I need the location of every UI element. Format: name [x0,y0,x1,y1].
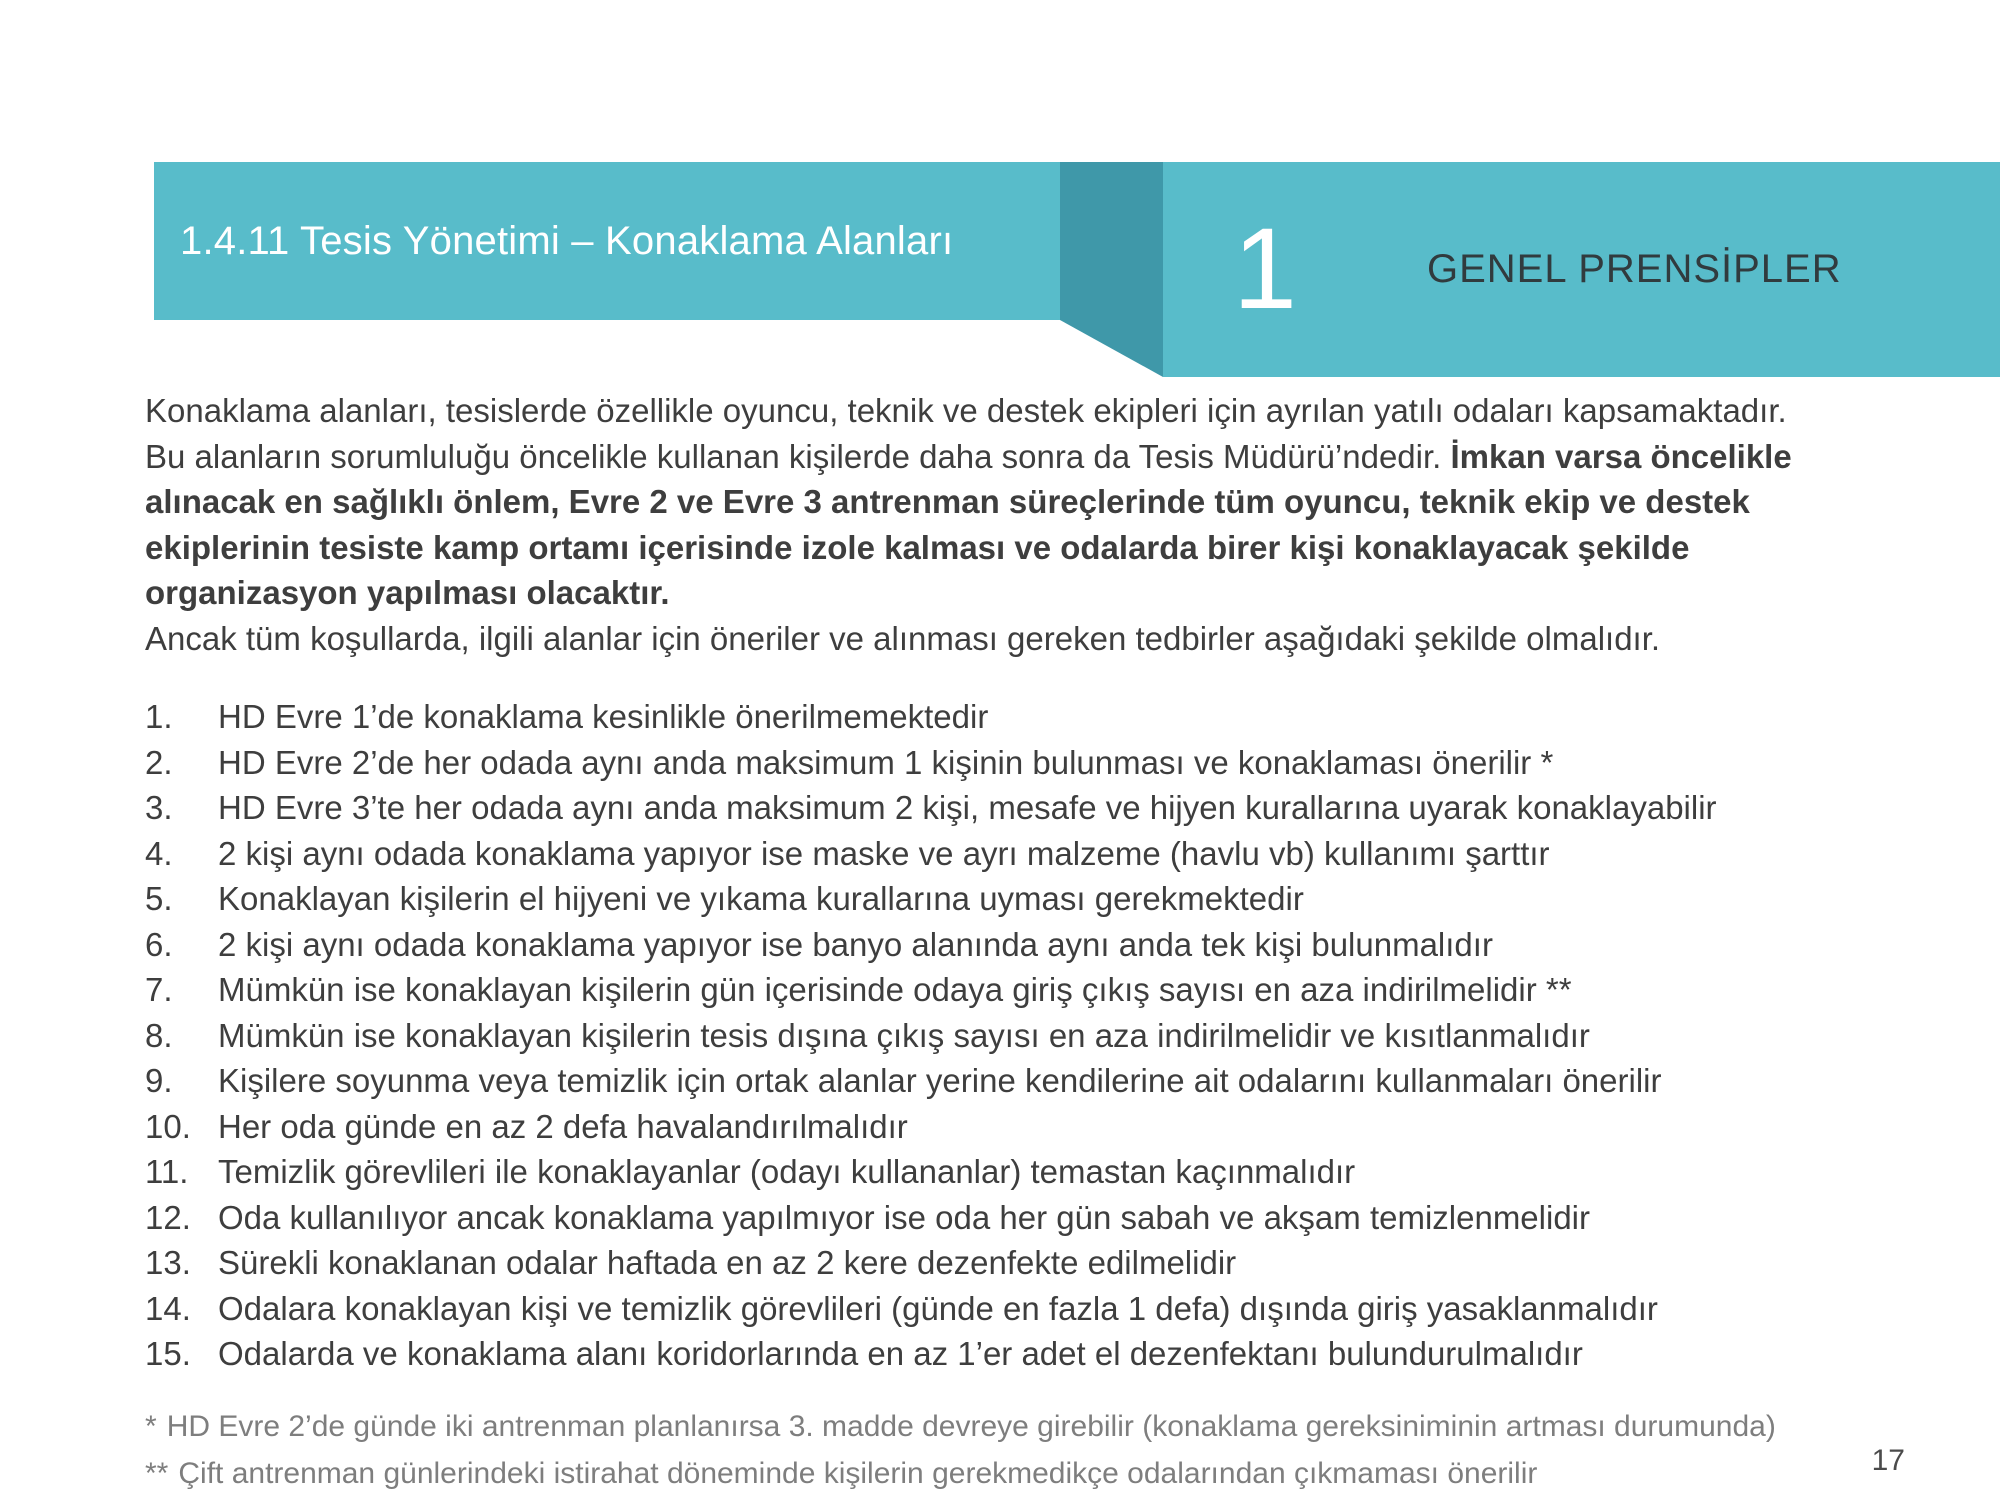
paragraph-segment: İmkan varsa öncelikle [1450,437,1792,475]
paragraph-segment: ekiplerinin tesiste kamp ortamı içerisinde izole kalması ve odalarda birer kişi konaklayacak şekilde [145,528,1690,566]
list-item-number: 7. [145,971,173,1008]
list-item [145,1104,1955,1150]
list-item [145,922,1955,968]
footnote [145,1403,1955,1450]
list-item-text: Temizlik görevlileri ile konaklayanlar (odayı kullananlar) temastan kaçınmalıdır [218,1153,1356,1190]
list-item [145,785,1955,831]
list-item-text: HD Evre 1’de konaklama kesinlikle önerilmemektedir [218,698,989,735]
paragraph-line [145,388,1955,434]
list-item [145,1286,1955,1332]
paragraph-line [145,434,1955,480]
list-item-text: Mümkün ise konaklayan kişilerin tesis dışına çıkış sayısı en aza indirilmelidir ve kısıtlanmalıdır [218,1016,1590,1054]
paragraph-line [145,525,1955,571]
paragraph-segment: organizasyon yapılması olacaktır. [145,574,670,611]
list-item [145,876,1955,922]
list-item [145,831,1955,877]
list-item-text: Odalara konaklayan kişi ve temizlik görevlileri (günde en fazla 1 defa) dışında giriş yasaklanmalıdır [218,1289,1658,1327]
list-item-text: Konaklayan kişilerin el hijyeni ve yıkama kurallarına uyması gerekmektedir [218,880,1304,917]
footnote-marker: ** [145,1456,169,1490]
list-item [145,1195,1955,1241]
list-item-number: 6. [145,925,173,963]
footnote-marker: * [145,1409,157,1443]
list-item-number: 11. [145,1153,189,1190]
list-item [145,1058,1955,1104]
list-item-text: Kişilere soyunma veya temizlik için ortak alanlar yerine kendilerine ait odalarını kullanmaları önerilir [218,1062,1662,1099]
list-item-number: 2. [145,743,173,781]
list-item-text: Odalarda ve konaklama alanı koridorlarında en az 1’er adet el dezenfektanı bulundurulmalıdır [218,1335,1583,1372]
paragraph-segment: Ancak tüm koşullarda, ilgili alanlar için öneriler ve alınması gereken tedbirler aşağıdaki şekilde olmalıdır. [145,619,1661,657]
footnote [145,1450,1955,1497]
paragraph-segment: Konaklama alanları, tesislerde özellikle oyuncu, teknik ve destek ekipleri için ayrılan yatılı odaları kapsamaktadır. [145,392,1787,429]
body-area [145,388,1955,1497]
title-band [154,162,1060,320]
list-item-text: Sürekli konaklanan odalar haftada en az 2 kere dezenfekte edilmelidir [218,1244,1237,1281]
list-item [145,740,1955,786]
list-item [145,967,1955,1013]
section-number: 1 [1233,205,1297,333]
list-item-text: Oda kullanılıyor ancak konaklama yapılmıyor ise oda her gün sabah ve akşam temizlenmelidir [218,1198,1590,1236]
footnotes [145,1403,1955,1497]
paragraph-segment: alınacak en sağlıklı önlem, Evre 2 ve Evre 3 antrenman süreçlerinde tüm oyuncu, teknik ekip ve destek [145,483,1750,520]
list-item-text: HD Evre 2’de her odada aynı anda maksimum 1 kişinin bulunması ve konaklaması önerilir * [218,743,1554,781]
list-item-number: 14. [145,1289,191,1327]
list-item-text: 2 kişi aynı odada konaklama yapıyor ise maske ve ayrı malzeme (havlu vb) kullanımı şarttır [218,834,1550,872]
footnote-text: Çift antrenman günlerindeki istirahat döneminde kişilerin gerekmedikçe odalarından çıkmaması önerilir [178,1456,1538,1490]
list-item-text: HD Evre 3’te her odada aynı anda maksimum 2 kişi, mesafe ve hijyen kurallarına uyarak konaklayabilir [218,789,1717,826]
paragraph-line [145,616,1955,662]
list-item [145,694,1955,740]
list-item-number: 8. [145,1016,173,1054]
intro-paragraph [145,388,1955,661]
paragraph-line [145,570,1955,616]
list-item-number: 9. [145,1062,173,1099]
page-number: 17 [1871,1444,1905,1477]
list-item-text: 2 kişi aynı odada konaklama yapıyor ise banyo alanında aynı anda tek kişi bulunmalıdır [218,925,1493,963]
list-item [145,1013,1955,1059]
banner-fold [1060,162,1163,377]
section-band [1163,162,2000,377]
list-item [145,1149,1955,1195]
list-item-number: 3. [145,789,173,826]
list-item-number: 5. [145,880,173,917]
list-item-number: 15. [145,1335,191,1372]
list-item [145,1240,1955,1286]
list-item-number: 1. [145,698,173,735]
principles-list [145,694,1955,1377]
section-title: GENEL PRENSİPLER [1426,247,1842,291]
list-item-number: 4. [145,834,173,872]
paragraph-segment: Bu alanların sorumluluğu öncelikle kullanan kişilerde daha sonra da Tesis Müdürü’ndedir. [145,437,1451,475]
list-item-number: 13. [145,1244,191,1281]
list-item-text: Her oda günde en az 2 defa havalandırılmalıdır [218,1107,908,1145]
list-item-text: Mümkün ise konaklayan kişilerin gün içerisinde odaya giriş çıkış sayısı en aza indirilmelidir ** [218,971,1572,1008]
list-item-number: 10. [145,1107,191,1145]
list-item [145,1331,1955,1377]
list-item-number: 12. [145,1198,191,1236]
paragraph-line [145,479,1955,525]
footnote-text: HD Evre 2’de günde iki antrenman planlanırsa 3. madde devreye girebilir (konaklama gereksiniminin artması durumunda) [166,1409,1776,1443]
slide-title: 1.4.11 Tesis Yönetimi – Konaklama Alanları [180,218,954,263]
